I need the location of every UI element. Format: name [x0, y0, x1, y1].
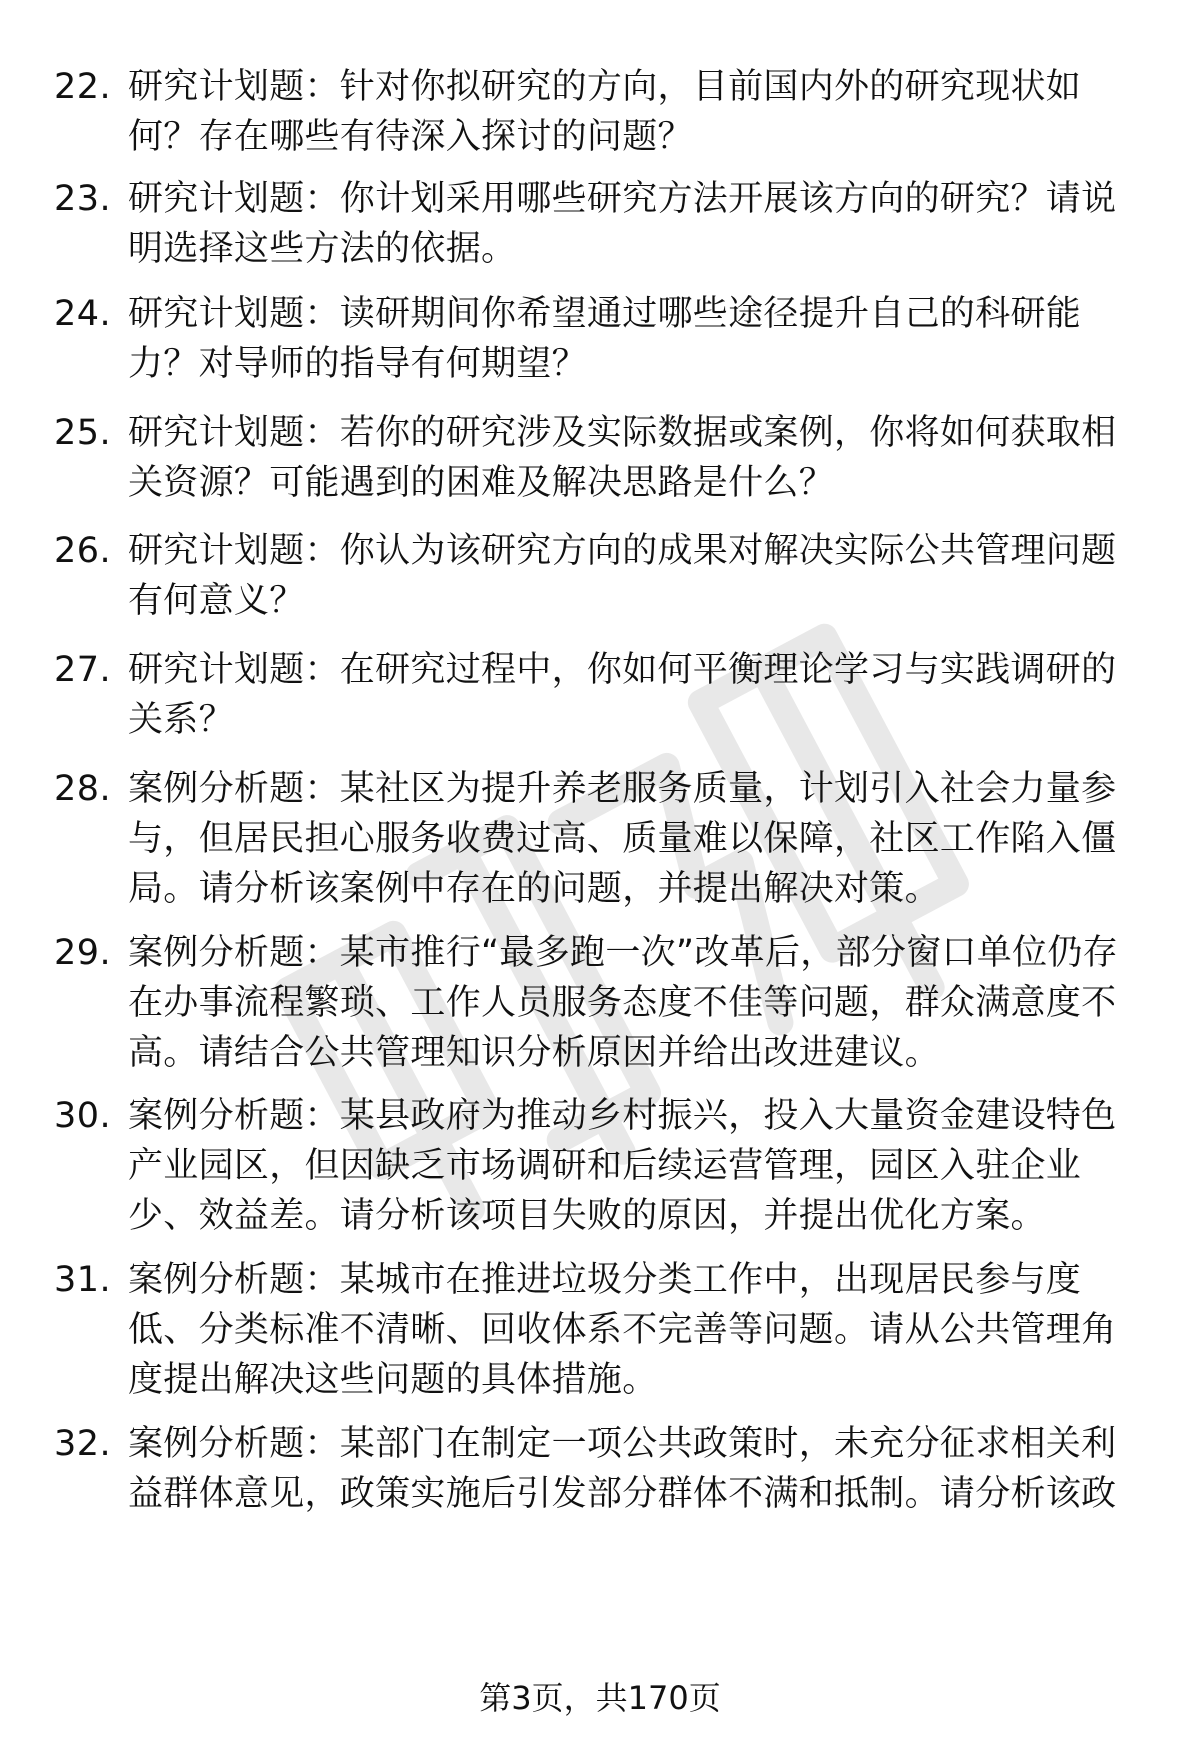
question-number: 29.	[54, 933, 112, 973]
question-text: 研究计划题：若你的研究涉及实际数据或案例，你将如何获取相关资源？可能遇到的困难及解决思路是什么？	[128, 413, 1117, 503]
question-text: 案例分析题：某市推行“最多跑一次”改革后，部分窗口单位仍存在办事流程繁琐、工作人员服务态度不佳等问题，群众满意度不高。请结合公共管理知识分析原因并给出改进建议。	[128, 933, 1118, 1073]
question-number: 28.	[54, 769, 112, 809]
question-number: 31.	[54, 1260, 112, 1300]
question-number: 32.	[54, 1424, 112, 1464]
page-footer: 第3页，共170页	[479, 1679, 721, 1717]
question-text: 研究计划题：读研期间你希望通过哪些途径提升自己的科研能力？对导师的指导有何期望？	[128, 294, 1082, 384]
question-number: 25.	[54, 413, 112, 453]
question-number: 26.	[54, 531, 112, 571]
question-text: 研究计划题：你认为该研究方向的成果对解决实际公共管理问题有何意义？	[128, 531, 1117, 621]
question-number: 23.	[54, 179, 112, 219]
question-text: 案例分析题：某城市在推进垃圾分类工作中，出现居民参与度低、分类标准不清晰、回收体系不完善等问题。请从公共管理角度提出解决这些问题的具体措施。	[128, 1260, 1117, 1400]
question-number: 30.	[54, 1096, 112, 1136]
question-text: 研究计划题：在研究过程中，你如何平衡理论学习与实践调研的关系？	[128, 650, 1117, 740]
question-text: 研究计划题：针对你拟研究的方向，目前国内外的研究现状如何？存在哪些有待深入探讨的问题？	[128, 67, 1082, 157]
question-text: 案例分析题：某部门在制定一项公共政策时，未充分征求相关利益群体意见，政策实施后引发部分群体不满和抵制。请分析该政	[128, 1424, 1117, 1514]
question-number: 22.	[54, 67, 112, 107]
question-text: 案例分析题：某社区为提升养老服务质量，计划引入社会力量参与，但居民担心服务收费过高、质量难以保障，社区工作陷入僵局。请分析该案例中存在的问题，并提出解决对策。	[128, 769, 1117, 909]
question-number: 27.	[54, 650, 112, 690]
question-text: 研究计划题：你计划采用哪些研究方法开展该方向的研究？请说明选择这些方法的依据。	[128, 179, 1117, 269]
question-number: 24.	[54, 294, 112, 334]
question-text: 案例分析题：某县政府为推动乡村振兴，投入大量资金建设特色产业园区，但因缺乏市场调研和后续运营管理，园区入驻企业少、效益差。请分析该项目失败的原因，并提出优化方案。	[128, 1096, 1117, 1236]
